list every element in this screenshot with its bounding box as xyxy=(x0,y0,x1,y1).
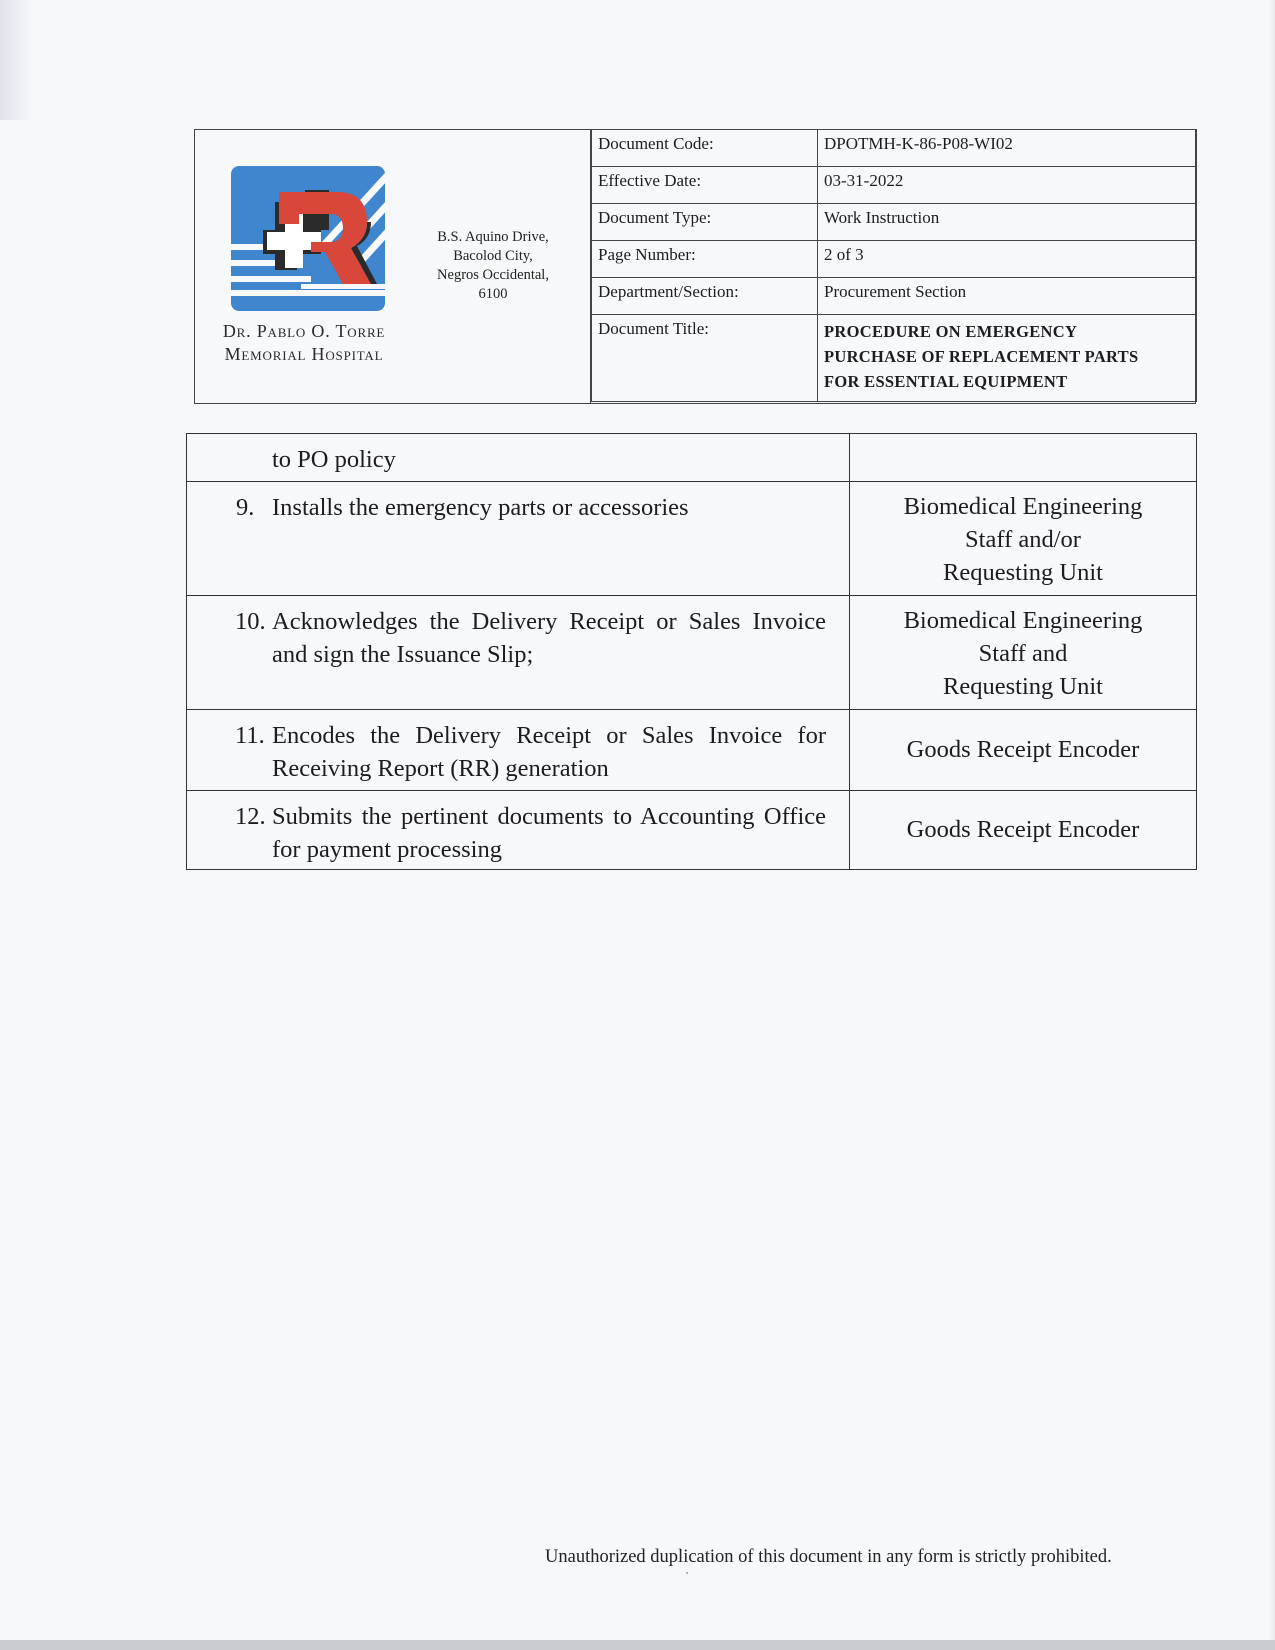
info-label: Document Type: xyxy=(592,204,818,241)
table-row xyxy=(187,791,1197,870)
responsible-line: Goods Receipt Encoder xyxy=(906,736,1140,763)
address-line: Negros Occidental, xyxy=(437,267,549,283)
scan-shadow-bottom xyxy=(0,1640,1275,1650)
step-number: 10. xyxy=(235,608,266,635)
step-text: Installs the emergency parts or accessories xyxy=(272,494,689,521)
responsible-line: Biomedical Engineering xyxy=(903,493,1143,520)
info-row-document-code xyxy=(592,130,1197,167)
address-line: Bacolod City, xyxy=(453,248,533,264)
step-responsible-cell xyxy=(850,434,1197,482)
address-line: 6100 xyxy=(478,286,508,302)
responsible-line: Requesting Unit xyxy=(943,559,1103,586)
scan-shadow-left xyxy=(0,0,34,120)
step-number: 11. xyxy=(235,722,265,749)
scan-shadow-right xyxy=(1269,0,1275,1650)
continuation-text: to PO policy xyxy=(272,446,396,473)
procedure-steps-table xyxy=(186,433,1197,870)
table-row xyxy=(187,434,1197,482)
responsible-line: Requesting Unit xyxy=(943,673,1103,700)
step-action-cell xyxy=(187,710,850,791)
table-row xyxy=(187,482,1197,596)
step-action-cell xyxy=(187,596,850,710)
info-label: Document Code: xyxy=(592,130,818,167)
document-info-table xyxy=(591,129,1197,402)
info-value: Procurement Section xyxy=(818,278,1197,315)
document-title-line: FOR ESSENTIAL EQUIPMENT xyxy=(824,372,1068,391)
hospital-name-line1: Dr. Pablo O. Torre xyxy=(222,321,386,341)
info-label: Effective Date: xyxy=(592,167,818,204)
responsible-line: Biomedical Engineering xyxy=(903,607,1143,634)
table-row xyxy=(187,596,1197,710)
hospital-name-line2: Memorial Hospital xyxy=(224,344,384,364)
info-value: 2 of 3 xyxy=(818,241,1197,278)
info-row-document-title xyxy=(592,315,1197,402)
document-title-line: PURCHASE OF REPLACEMENT PARTS xyxy=(824,347,1139,366)
info-label: Department/Section: xyxy=(592,278,818,315)
info-value: 03-31-2022 xyxy=(818,167,1197,204)
info-value: Work Instruction xyxy=(818,204,1197,241)
step-action-cell xyxy=(187,434,850,482)
hospital-address xyxy=(423,228,563,304)
footer-disclaimer: Unauthorized duplication of this document in any form is strictly prohibited. xyxy=(545,1547,1112,1567)
step-action-cell xyxy=(187,482,850,596)
responsible-line: Staff and xyxy=(978,640,1068,667)
info-row-page-number xyxy=(592,241,1197,278)
hospital-name xyxy=(199,320,409,366)
document-title-line: PROCEDURE ON EMERGENCY xyxy=(824,322,1078,341)
table-row xyxy=(187,710,1197,791)
step-text: Acknowledges the Delivery Receipt or Sales Invoice and sign the Issuance Slip; xyxy=(272,608,826,668)
responsible-line: Goods Receipt Encoder xyxy=(906,816,1140,843)
step-number: 12. xyxy=(235,803,266,830)
hospital-logo-icon xyxy=(231,166,391,318)
step-text: Submits the pertinent documents to Accounting Office for payment processing xyxy=(272,803,826,863)
info-row-document-type xyxy=(592,204,1197,241)
step-responsible-cell xyxy=(850,710,1197,791)
step-number: 9. xyxy=(236,494,255,521)
info-row-effective-date xyxy=(592,167,1197,204)
step-responsible-cell xyxy=(850,791,1197,870)
document-title xyxy=(818,315,1197,402)
info-row-department xyxy=(592,278,1197,315)
step-responsible-cell xyxy=(850,596,1197,710)
step-action-cell xyxy=(187,791,850,870)
scan-speck xyxy=(686,1572,688,1574)
step-text: Encodes the Delivery Receipt or Sales Invoice for Receiving Report (RR) generation xyxy=(272,722,826,782)
step-responsible-cell xyxy=(850,482,1197,596)
info-value: DPOTMH-K-86-P08-WI02 xyxy=(818,130,1197,167)
document-header xyxy=(194,129,1196,404)
responsible-line: Staff and/or xyxy=(965,526,1081,553)
address-line: B.S. Aquino Drive, xyxy=(437,229,549,245)
info-label: Document Title: xyxy=(592,315,818,402)
info-label: Page Number: xyxy=(592,241,818,278)
logo-cell xyxy=(195,130,591,403)
